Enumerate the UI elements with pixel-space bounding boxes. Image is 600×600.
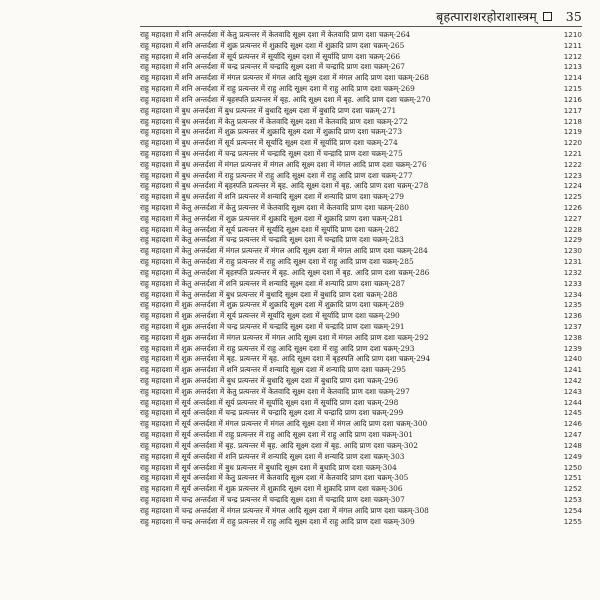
contents-entry: [140, 322, 582, 333]
entry-page-number: 1241: [563, 365, 582, 375]
contents-entry: [140, 73, 582, 84]
contents-entry: [140, 214, 582, 225]
entry-page-number: 1242: [563, 376, 582, 385]
entry-page-number: 1238: [563, 332, 582, 342]
entry-page-number: 1244: [563, 397, 582, 407]
contents-entry: [140, 117, 582, 128]
contents-list: [140, 30, 582, 527]
entry-page-number: 1223: [563, 170, 582, 180]
entry-page-number: 1212: [563, 51, 582, 61]
entry-title: राहु महादशा में शुक्र अन्तर्दशा में केतु प्रत्यन्तर में केतवादि सूक्ष्म दशा में केतवादि प्राण दशा चक्रम्-297: [140, 386, 410, 396]
entry-title: राहु महादशा में शुक्र अन्तर्दशा में शुक्र प्रत्यन्तर में शुक्रादि सूक्ष्म दशा में शुक्रादि प्राण दशा चक्रम्-289: [140, 300, 404, 310]
entry-title: राहु महादशा में शुक्र अन्तर्दशा में मंगल प्रत्यन्तर में मंगल आदि सूक्ष्म दशा में मंगल आदि प्राण दशा चक्रम्-292: [140, 332, 429, 342]
entry-page-number: 1236: [563, 311, 582, 321]
entry-title: राहु महादशा में बुध अन्तर्दशा में राहु प्रत्यन्तर में राहु आदि सूक्ष्म दशा में राहु आदि प्राण दशा चक्रम्-277: [140, 170, 413, 180]
entry-title: राहु महादशा में केतु अन्तर्दशा में सूर्य प्रत्यन्तर में सूर्यादि सूक्ष्म दशा में सूर्यादि प्राण दशा चक्रम्-282: [140, 224, 399, 234]
entry-page-number: 1215: [563, 84, 582, 94]
contents-entry: [140, 279, 582, 290]
contents-entry: [140, 171, 582, 182]
entry-page-number: 1250: [563, 462, 582, 472]
entry-title: राहु महादशा में शनि अन्तर्दशा में चन्द्र प्रत्यन्तर में चन्द्रादि सूक्ष्म दशा में चन्द्रादि प्राण दशा चक्रम्-267: [140, 62, 405, 72]
contents-entry: [140, 290, 582, 301]
entry-title: राहु महादशा में चन्द्र अन्तर्दशा में राहु प्रत्यन्तर में राहु आदि सूक्ष्म दशा में राहु आदि प्राण दशा चक्रम्-309: [140, 516, 415, 526]
contents-entry: [140, 138, 582, 149]
contents-entry: [140, 333, 582, 344]
contents-entry: [140, 495, 582, 506]
contents-entry: [140, 95, 582, 106]
entry-page-number: 1249: [563, 451, 582, 461]
entry-title: राहु महादशा में केतु अन्तर्दशा में बुध प्रत्यन्तर में बुधादि सूक्ष्म दशा में बुधादि प्राण दशा चक्रम्-288: [140, 289, 398, 299]
contents-entry: [140, 203, 582, 214]
contents-entry: [140, 62, 582, 73]
entry-title: राहु महादशा में बुध अन्तर्दशा में मंगल प्रत्यन्तर में मंगल आदि सूक्ष्म दशा में मंगल आदि प्राण दशा चक्रम्-276: [140, 159, 427, 169]
entry-page-number: 1231: [563, 257, 582, 267]
entry-title: राहु महादशा में सूर्य अन्तर्दशा में केतु प्रत्यन्तर में केतवादि सूक्ष्म दशा में केतवादि प्राण दशा चक्रम्-305: [140, 473, 409, 483]
entry-page-number: 1217: [563, 105, 582, 115]
entry-page-number: 1211: [563, 40, 582, 50]
contents-entry: [140, 419, 582, 430]
entry-title: राहु महादशा में शुक्र अन्तर्दशा में चन्द्र प्रत्यन्तर में चन्द्रादि सूक्ष्म दशा में चन्द्रादि प्राण दशा चक्रम्-291: [140, 321, 405, 331]
contents-entry: [140, 225, 582, 236]
entry-title: राहु महादशा में सूर्य अन्तर्दशा में शनि प्रत्यन्तर में शन्यादि सूक्ष्म दशा में शन्यादि प्राण दशा चक्रम्-303: [140, 451, 405, 461]
contents-entry: [140, 52, 582, 63]
entry-title: राहु महादशा में सूर्य अन्तर्दशा में सूर्य प्रत्यन्तर में सूर्यादि सूक्ष्म दशा में सूर्यादि प्राण दशा चक्रम्-298: [140, 397, 399, 407]
entry-page-number: 1219: [563, 127, 582, 137]
entry-title: राहु महादशा में सूर्य अन्तर्दशा में चन्द्र प्रत्यन्तर में चन्द्रादि सूक्ष्म दशा में चन्द्रादि प्राण दशा चक्रम्-299: [140, 408, 404, 418]
entry-page-number: 1232: [563, 267, 582, 277]
entry-page-number: 1221: [563, 148, 582, 158]
entry-page-number: 1213: [563, 62, 582, 72]
contents-entry: [140, 365, 582, 376]
entry-title: राहु महादशा में केतु अन्तर्दशा में केतु प्रत्यन्तर में केतवादि सूक्ष्म दशा में केतवादि प्राण दशा चक्रम्-280: [140, 203, 409, 212]
contents-entry: [140, 408, 582, 419]
page-number: 35: [565, 8, 582, 24]
contents-entry: [140, 354, 582, 365]
contents-entry: [140, 160, 582, 171]
entry-title: राहु महादशा में बुध अन्तर्दशा में शनि प्रत्यन्तर में शन्यादि सूक्ष्म दशा में शन्यादि प्राण दशा चक्रम्-279: [140, 192, 404, 202]
contents-entry: [140, 246, 582, 257]
entry-page-number: 1235: [563, 300, 582, 310]
contents-entry: [140, 398, 582, 409]
entry-title: राहु महादशा में शनि अन्तर्दशा में बृहस्पति प्रत्यन्तर में बृह. आदि सूक्ष्म दशा में बृह. आदि प्राण दशा चक्रम्-270: [140, 94, 431, 104]
entry-page-number: 1255: [563, 516, 582, 526]
entry-title: राहु महादशा में शनि अन्तर्दशा में सूर्य प्रत्यन्तर में सूर्यादि सूक्ष्म दशा में सूर्यादि प्राण दशा चक्रम्-266: [140, 51, 401, 61]
entry-title: राहु महादशा में केतु अन्तर्दशा में शनि प्रत्यन्तर में शन्यादि सूक्ष्म दशा में शन्यादि प्राण दशा चक्रम्-287: [140, 278, 406, 288]
contents-entry: [140, 517, 582, 528]
contents-entry: [140, 300, 582, 311]
entry-page-number: 1218: [563, 116, 582, 126]
entry-page-number: 1233: [563, 278, 582, 288]
entry-page-number: 1248: [563, 440, 582, 450]
entry-title: राहु महादशा में बुध अन्तर्दशा में सूर्य प्रत्यन्तर में सूर्यादि सूक्ष्म दशा में सूर्यादि प्राण दशा चक्रम्-274: [140, 138, 398, 148]
entry-page-number: 1245: [563, 408, 582, 418]
entry-page-number: 1225: [563, 192, 582, 202]
contents-entry: [140, 106, 582, 117]
entry-title: राहु महादशा में सूर्य अन्तर्दशा में बुध प्रत्यन्तर में बुधादि सूक्ष्म दशा में बुधादि प्राण दशा चक्रम्-304: [140, 462, 397, 472]
contents-entry: [140, 430, 582, 441]
square-box-icon: [543, 12, 552, 21]
entry-page-number: 1246: [563, 419, 582, 429]
contents-entry: [140, 84, 582, 95]
contents-entry: [140, 257, 582, 268]
contents-entry: [140, 452, 582, 463]
entry-title: राहु महादशा में शनि अन्तर्दशा में राहु प्रत्यन्तर में राहु आदि सूक्ष्म दशा में राहु आदि प्राण दशा चक्रम्-269: [140, 84, 415, 94]
entry-title: राहु महादशा में सूर्य अन्तर्दशा में शुक्र प्रत्यन्तर में शुक्रादि सूक्ष्म दशा में शुक्रादि प्राण दशा चक्रम्-306: [140, 484, 403, 494]
entry-title: राहु महादशा में शुक्र अन्तर्दशा में राहु प्रत्यन्तर में राहु आदि सूक्ष्म दशा में राहु आदि प्राण दशा चक्रम्-293: [140, 343, 415, 353]
entry-page-number: 1210: [563, 30, 582, 39]
entry-title: राहु महादशा में बुध अन्तर्दशा में शुक्र प्रत्यन्तर में शुक्रादि सूक्ष्म दशा में शुक्रादि प्राण दशा चक्रम्-273: [140, 127, 403, 137]
contents-entry: [140, 473, 582, 484]
entry-page-number: 1252: [563, 484, 582, 494]
contents-entry: [140, 192, 582, 203]
contents-entry: [140, 268, 582, 279]
entry-title: राहु महादशा में बुध अन्तर्दशा में बृहस्पति प्रत्यन्तर में बृह. आदि सूक्ष्म दशा में बृह. आदि प्राण दशा चक्रम्-278: [140, 181, 429, 191]
entry-page-number: 1243: [563, 386, 582, 396]
entry-title: राहु महादशा में केतु अन्तर्दशा में मंगल प्रत्यन्तर में मंगल आदि सूक्ष्म दशा में मंगल आदि प्राण दशा चक्रम्-284: [140, 246, 428, 256]
contents-entry: [140, 376, 582, 387]
entry-page-number: 1222: [563, 159, 582, 169]
entry-page-number: 1226: [563, 203, 582, 212]
entry-page-number: 1230: [563, 246, 582, 256]
entry-page-number: 1220: [563, 138, 582, 148]
entry-page-number: 1251: [563, 473, 582, 483]
contents-entry: [140, 441, 582, 452]
entry-title: राहु महादशा में शनि अन्तर्दशा में केतु प्रत्यन्तर में केतवादि सूक्ष्म दशा में केतवादि प्राण दशा चक्रम्-264: [140, 30, 411, 39]
contents-entry: [140, 311, 582, 322]
entry-page-number: 1254: [563, 505, 582, 515]
entry-title: राहु महादशा में शनि अन्तर्दशा में मंगल प्रत्यन्तर में मंगल आदि सूक्ष्म दशा में मंगल आदि प्राण दशा चक्रम्-268: [140, 73, 429, 83]
entry-title: राहु महादशा में शनि अन्तर्दशा में शुक्र प्रत्यन्तर में शुक्रादि सूक्ष्म दशा में शुक्रादि प्राण दशा चक्रम्-265: [140, 40, 405, 50]
entry-page-number: 1224: [563, 181, 582, 191]
entry-title: राहु महादशा में चन्द्र अन्तर्दशा में मंगल प्रत्यन्तर में मंगल आदि सूक्ष्म दशा में मंगल आदि प्राण दशा चक्रम्-308: [140, 505, 429, 515]
entry-page-number: 1216: [563, 94, 582, 104]
contents-entry: [140, 463, 582, 474]
contents-entry: [140, 41, 582, 52]
header-title: बृहत्पाराशरहोराशास्त्रम्: [436, 8, 537, 24]
entry-page-number: 1227: [563, 213, 582, 223]
entry-title: राहु महादशा में शुक्र अन्तर्दशा में शनि प्रत्यन्तर में शन्यादि सूक्ष्म दशा में शन्यादि प्राण दशा चक्रम्-295: [140, 365, 406, 375]
contents-entry: [140, 181, 582, 192]
entry-page-number: 1214: [563, 73, 582, 83]
entry-title: राहु महादशा में सूर्य अन्तर्दशा में बृह. प्रत्यन्तर में बृह. आदि सूक्ष्म दशा में बृह. आदि प्राण दशा चक्रम्-302: [140, 440, 418, 450]
entry-page-number: 1228: [563, 224, 582, 234]
contents-entry: [140, 344, 582, 355]
entry-title: राहु महादशा में शुक्र अन्तर्दशा में सूर्य प्रत्यन्तर में सूर्यादि सूक्ष्म दशा में सूर्यादि प्राण दशा चक्रम्-290: [140, 311, 400, 321]
entry-title: राहु महादशा में सूर्य अन्तर्दशा में राहु प्रत्यन्तर में राहु आदि सूक्ष्म दशा में राहु आदि प्राण दशा चक्रम्-301: [140, 430, 414, 440]
entry-title: राहु महादशा में शुक्र अन्तर्दशा में बृह. प्रत्यन्तर में बृह. आदि सूक्ष्म दशा में बृहस्पति आदि प्राण दशा चक्रम्-294: [140, 354, 431, 364]
entry-page-number: 1240: [563, 354, 582, 364]
entry-title: राहु महादशा में बुध अन्तर्दशा में चन्द्र प्रत्यन्तर में चन्द्रादि सूक्ष्म दशा में चन्द्रादि प्राण दशा चक्रम्-275: [140, 148, 403, 158]
entry-title: राहु महादशा में केतु अन्तर्दशा में राहु प्रत्यन्तर में राहु आदि सूक्ष्म दशा में राहु आदि प्राण दशा चक्रम्-285: [140, 257, 414, 267]
contents-entry: [140, 30, 582, 41]
entry-title: राहु महादशा में केतु अन्तर्दशा में शुक्र प्रत्यन्तर में शुक्रादि सूक्ष्म दशा में शुक्रादि प्राण दशा चक्रम्-281: [140, 213, 404, 223]
entry-title: राहु महादशा में केतु अन्तर्दशा में बृहस्पति प्रत्यन्तर में बृह. आदि सूक्ष्म दशा में बृह. आदि प्राण दशा चक्रम्-286: [140, 267, 430, 277]
entry-page-number: 1237: [563, 321, 582, 331]
entry-title: राहु महादशा में बुध अन्तर्दशा में बुध प्रत्यन्तर में बुधादि सूक्ष्म दशा में बुधादि प्राण दशा चक्रम्-271: [140, 105, 397, 115]
entry-page-number: 1253: [563, 494, 582, 504]
contents-entry: [140, 387, 582, 398]
contents-entry: [140, 127, 582, 138]
contents-entry: [140, 235, 582, 246]
entry-title: राहु महादशा में केतु अन्तर्दशा में चन्द्र प्रत्यन्तर में चन्द्रादि सूक्ष्म दशा में चन्द्रादि प्राण दशा चक्रम्-283: [140, 235, 404, 245]
entry-title: राहु महादशा में शुक्र अन्तर्दशा में बुध प्रत्यन्तर में बुधादि सूक्ष्म दशा में बुधादि प्राण दशा चक्रम्-296: [140, 376, 399, 385]
entry-page-number: 1234: [563, 289, 582, 299]
contents-entry: [140, 484, 582, 495]
contents-entry: [140, 506, 582, 517]
entry-title: राहु महादशा में चन्द्र अन्तर्दशा में चन्द्र प्रत्यन्तर में चन्द्रादि सूक्ष्म दशा में चन्द्रादि प्राण दशा चक्रम्-307: [140, 494, 405, 504]
entry-page-number: 1247: [563, 430, 582, 440]
entry-title: राहु महादशा में सूर्य अन्तर्दशा में मंगल प्रत्यन्तर में मंगल आदि सूक्ष्म दशा में मंगल आदि प्राण दशा चक्रम्-300: [140, 419, 428, 429]
entry-title: राहु महादशा में बुध अन्तर्दशा में केतु प्रत्यन्तर में केतवादि सूक्ष्म दशा में केतवादि प्राण दशा चक्रम्-272: [140, 116, 408, 126]
entry-page-number: 1229: [563, 235, 582, 245]
entry-page-number: 1239: [563, 343, 582, 353]
running-header: [140, 6, 582, 27]
contents-entry: [140, 149, 582, 160]
